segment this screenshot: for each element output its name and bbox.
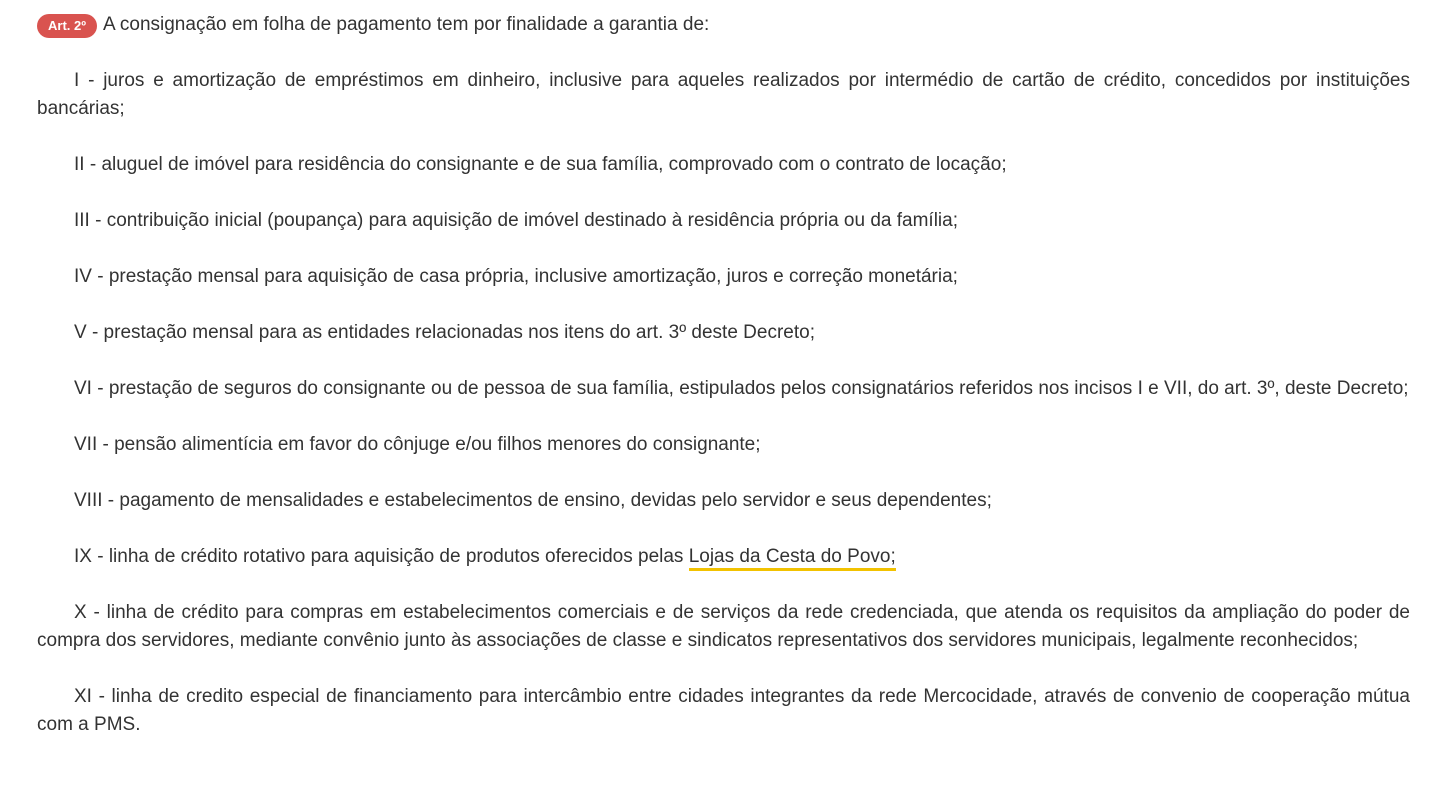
article-intro: A consignação em folha de pagamento tem por finalidade a garantia de: bbox=[102, 14, 710, 35]
article-header bbox=[37, 11, 1410, 39]
inciso-ii: II - aluguel de imóvel para residência do consignante e de sua família, comprovado com o contrato de locação; bbox=[74, 154, 1007, 175]
inciso-iii: III - contribuição inicial (poupança) para aquisição de imóvel destinado à residência própria ou da família; bbox=[74, 210, 959, 231]
inciso-vii: VII - pensão alimentícia em favor do cônjuge e/ou filhos menores do consignante; bbox=[74, 434, 761, 455]
inciso-ix bbox=[37, 543, 1410, 571]
inciso-v: V - prestação mensal para as entidades relacionadas nos itens do art. 3º deste Decreto; bbox=[74, 322, 815, 343]
inciso-vi: VI - prestação de seguros do consignante ou de pessoa de sua família, estipulados pelos consignatários referidos nos incisos I e VII, do art. 3º, deste Decreto; bbox=[74, 378, 1409, 399]
article-content bbox=[37, 11, 1410, 739]
inciso-i: I - juros e amortização de empréstimos em dinheiro, inclusive para aqueles realizados por intermédio de cartão de crédito, concedidos por instituições bancárias; bbox=[37, 70, 1410, 119]
highlighted-text-lojas-cesta-do-povo[interactable]: Lojas da Cesta do Povo; bbox=[689, 546, 896, 571]
inciso-xi: XI - linha de credito especial de financiamento para intercâmbio entre cidades integrantes da rede Mercocidade, através de convenio de cooperação mútua com a PMS. bbox=[37, 686, 1410, 735]
inciso-iv: IV - prestação mensal para aquisição de casa própria, inclusive amortização, juros e correção monetária; bbox=[74, 266, 958, 287]
inciso-ix-text: IX - linha de crédito rotativo para aquisição de produtos oferecidos pelas bbox=[74, 546, 689, 567]
article-badge[interactable]: Art. 2º bbox=[37, 14, 97, 38]
inciso-x: X - linha de crédito para compras em estabelecimentos comerciais e de serviços da rede credenciada, que atenda os requisitos da ampliação do poder de compra dos servidores, mediante convênio junto às associações de classe e sindicatos representativos dos servidores municipais, legalmente reconhecidos; bbox=[37, 602, 1410, 651]
inciso-viii: VIII - pagamento de mensalidades e estabelecimentos de ensino, devidas pelo servidor e seus dependentes; bbox=[74, 490, 992, 511]
